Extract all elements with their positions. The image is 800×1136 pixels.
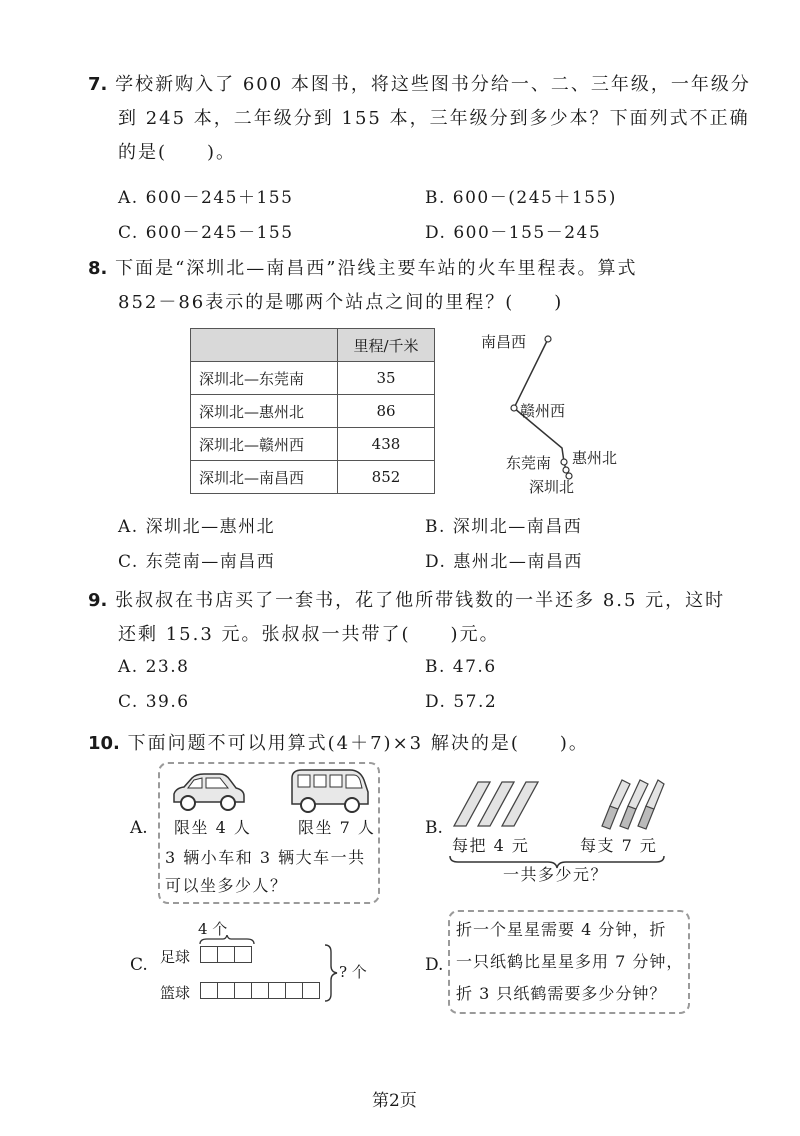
unit-cell [302,982,319,999]
table-km: 438 [338,428,435,461]
q7-number: 7. [88,74,108,95]
q10-text1: 下面问题不可以用算式(4＋7)×3 解决的是( )。 [127,733,589,754]
unit-cell [234,946,251,963]
small-brace-icon [199,935,255,945]
table-km: 86 [338,395,435,428]
unit-cell [217,982,234,999]
unit-cell [217,946,234,963]
pen-price: 每支 7 元 [580,836,658,855]
van-icon [288,766,372,814]
q9-number: 9. [88,590,108,611]
unit-cell [268,982,285,999]
label-huizhoubei: 惠州北 [572,449,618,467]
small-car-capacity: 限坐 4 人 [174,818,252,837]
q8-number: 8. [88,258,108,279]
q10-number: 10. [88,733,120,754]
q9-option-b[interactable]: B. 47.6 [425,657,497,677]
pens-icon [588,776,666,832]
station-dot [561,459,567,465]
count-label: 4 个 [198,920,228,938]
q8-line1 [88,252,638,286]
q10-b-question: 一共多少元？ [503,865,609,884]
q7-option-b[interactable]: B. 600－(245＋155) [425,188,617,208]
q9-text1: 张叔叔在书店买了一套书，花了他所带钱数的一半还多 8.5 元，这时 [115,590,726,611]
van-capacity: 限坐 7 人 [298,818,376,837]
ruler-price: 每把 4 元 [452,836,530,855]
q7-line2: 到 245 本，二年级分到 155 本，三年级分到多少本？下面列式不正确 [118,108,750,129]
football-label: 足球 [160,948,191,966]
table-route: 深圳北—赣州西 [191,428,338,461]
label-dongguannan: 东莞南 [506,454,552,472]
q10-option-a-label[interactable]: A. [130,818,148,838]
q10-line1 [88,727,589,761]
q10-option-c-label[interactable]: C. [130,955,148,975]
right-brace-icon [324,944,338,1002]
table-route: 深圳北—东莞南 [191,362,338,395]
q10-option-a-box[interactable] [158,762,380,904]
q8-option-c[interactable]: C. 东莞南—南昌西 [118,552,276,572]
q7-line1 [88,68,751,102]
small-car-icon [168,770,248,814]
q10-option-b-label[interactable]: B. [425,818,443,838]
table-row [191,395,435,428]
page-number: 第2页 [372,1091,417,1111]
table-route: 深圳北—惠州北 [191,395,338,428]
q8-option-b[interactable]: B. 深圳北—南昌西 [425,517,583,537]
q7-line3: 的是( )。 [118,142,237,163]
unit-cell [285,982,302,999]
q8-line2: 852－86表示的是哪两个站点之间的里程？( ) [118,292,564,313]
q10-d-text2: 一只纸鹤比星星多用 7 分钟， [456,952,684,971]
q7-option-c[interactable]: C. 600－245－155 [118,223,294,243]
q10-a-text1: 3 辆小车和 3 辆大车一共 [165,848,366,867]
q10-d-text1: 折一个星星需要 4 分钟，折 [456,920,667,939]
unit-cell [234,982,251,999]
table-km: 35 [338,362,435,395]
q10-option-d-label[interactable]: D. [425,955,444,975]
mileage-table [190,328,435,494]
q8-text1: 下面是“深圳北—南昌西”沿线主要车站的火车里程表。算式 [115,258,638,279]
table-header-km: 里程/千米 [338,329,435,362]
label-nanchangxi: 南昌西 [481,333,527,351]
q9-option-c[interactable]: C. 39.6 [118,692,190,712]
unit-cell [251,982,268,999]
label-ganzhouxi: 赣州西 [520,402,566,420]
table-row [191,428,435,461]
q10-c-question: ? 个 [339,963,367,981]
station-dot [563,467,569,473]
q7-text1: 学校新购入了 600 本图书，将这些图书分给一、二、三年级，一年级分 [115,74,751,95]
q9-option-d[interactable]: D. 57.2 [425,692,498,712]
table-row [191,461,435,494]
table-row [191,362,435,395]
basketball-bar [200,982,320,999]
football-bar [200,946,252,963]
station-dot [545,336,551,342]
label-shenzhenbei: 深圳北 [529,478,575,496]
q7-option-a[interactable]: A. 600－245＋155 [118,188,294,208]
q7-option-d[interactable]: D. 600－155－245 [425,223,602,243]
q10-a-text2: 可以坐多少人？ [165,876,288,895]
unit-cell [200,946,217,963]
basketball-label: 篮球 [160,984,191,1002]
table-km: 852 [338,461,435,494]
q10-d-text3: 折 3 只纸鹤需要多少分钟？ [456,984,667,1003]
q8-option-d[interactable]: D. 惠州北—南昌西 [425,552,583,572]
table-route: 深圳北—南昌西 [191,461,338,494]
q9-option-a[interactable]: A. 23.8 [118,657,190,677]
station-dot [511,405,517,411]
unit-cell [200,982,217,999]
q9-line2: 还剩 15.3 元。张叔叔一共带了( )元。 [118,624,500,645]
q8-option-a[interactable]: A. 深圳北—惠州北 [118,517,276,537]
table-corner [191,329,338,362]
q10-option-d-box[interactable] [448,910,690,1014]
rulers-icon [448,778,558,830]
q9-line1 [88,584,725,618]
